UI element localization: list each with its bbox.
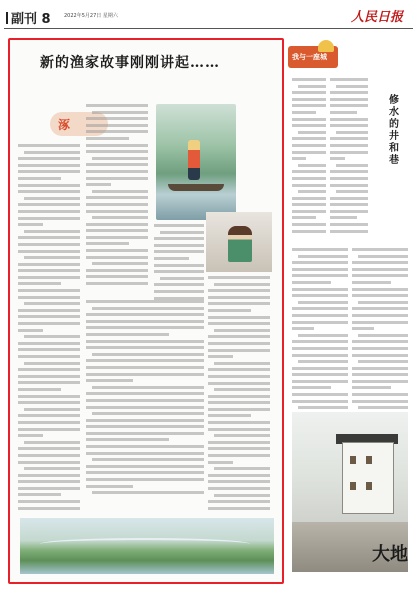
text-line	[208, 461, 233, 464]
title-char: 井	[389, 131, 399, 142]
text-line	[86, 170, 148, 173]
text-line	[86, 256, 148, 259]
text-line	[298, 255, 348, 258]
text-line	[18, 421, 80, 424]
text-line	[292, 347, 348, 350]
text-line	[18, 276, 80, 279]
text-line	[214, 494, 270, 497]
calligraphy-title: 大地	[372, 544, 408, 565]
lake-bridge-photo	[20, 518, 274, 574]
text-line	[214, 388, 270, 391]
right-text-column-b	[330, 78, 368, 236]
text-line	[352, 307, 408, 310]
text-line	[18, 184, 80, 187]
text-line	[352, 380, 408, 383]
photo-figure	[228, 226, 252, 262]
text-line	[330, 137, 368, 140]
text-line	[154, 250, 204, 253]
text-line	[154, 270, 204, 273]
text-line	[214, 467, 270, 470]
text-line	[86, 399, 204, 402]
text-line	[292, 314, 348, 317]
text-line	[92, 111, 148, 114]
text-line	[18, 355, 80, 358]
text-line	[298, 131, 326, 134]
text-line	[352, 274, 408, 277]
text-line	[208, 289, 270, 292]
title-char: 和	[389, 143, 399, 154]
masthead	[0, 0, 417, 28]
text-line	[86, 373, 204, 376]
text-line	[92, 190, 148, 193]
text-line	[18, 144, 80, 147]
text-line	[18, 480, 80, 483]
text-line	[86, 282, 148, 285]
text-line	[24, 230, 80, 233]
text-line	[18, 414, 80, 417]
text-line	[292, 203, 326, 206]
text-line	[86, 203, 148, 206]
text-line	[208, 342, 270, 345]
text-line	[92, 157, 148, 160]
text-line	[86, 177, 148, 180]
masthead-rule	[4, 28, 413, 29]
text-line	[330, 111, 357, 114]
text-line	[330, 157, 345, 160]
section-text: 副刊 8	[11, 12, 51, 27]
text-line	[18, 368, 80, 371]
photo-bridge	[40, 538, 250, 550]
text-line	[86, 249, 148, 252]
text-line	[292, 118, 326, 121]
text-line	[160, 231, 204, 234]
text-line	[292, 248, 348, 251]
text-line	[18, 309, 80, 312]
text-line	[208, 428, 270, 431]
text-column-2b	[86, 300, 204, 498]
text-line	[24, 302, 80, 305]
newspaper-logo: 人民日报	[350, 10, 403, 25]
text-line	[336, 85, 368, 88]
text-line	[160, 277, 204, 280]
text-line	[86, 485, 133, 488]
section-label	[6, 8, 51, 27]
text-line	[24, 256, 80, 259]
text-line	[86, 478, 204, 481]
text-line	[330, 223, 368, 226]
text-line	[330, 170, 368, 173]
text-line	[86, 320, 204, 323]
text-line	[208, 441, 270, 444]
text-line	[330, 124, 368, 127]
text-column-4	[208, 276, 270, 513]
text-line	[92, 353, 204, 356]
text-line	[18, 243, 80, 246]
text-line	[18, 500, 80, 503]
photo-window	[350, 456, 356, 464]
text-line	[86, 452, 204, 455]
text-line	[352, 281, 391, 284]
text-line	[208, 382, 270, 385]
text-line	[358, 255, 408, 258]
text-line	[86, 340, 204, 343]
text-line	[352, 386, 391, 389]
text-column-2	[86, 104, 148, 289]
text-line	[18, 348, 80, 351]
text-line	[208, 349, 270, 352]
text-line	[86, 445, 204, 448]
text-line	[330, 230, 368, 233]
text-line	[92, 386, 204, 389]
text-line	[208, 507, 270, 510]
right-text-column-a	[292, 78, 326, 236]
text-line	[208, 395, 270, 398]
text-line	[86, 163, 148, 166]
text-line	[18, 217, 80, 220]
text-line	[208, 355, 233, 358]
right-text-column-c	[292, 248, 348, 433]
text-line	[292, 400, 348, 403]
text-line	[292, 91, 326, 94]
photo-figure	[188, 140, 200, 180]
article-headline: 新的渔家故事刚刚讲起……	[40, 55, 220, 71]
text-line	[18, 190, 80, 193]
text-line	[292, 111, 316, 114]
text-line	[352, 294, 408, 297]
text-line	[86, 425, 204, 428]
text-line	[18, 210, 80, 213]
text-line	[330, 98, 368, 101]
text-line	[86, 223, 148, 226]
text-line	[352, 268, 408, 271]
text-line	[298, 334, 348, 337]
text-line	[18, 395, 80, 398]
text-line	[18, 203, 80, 206]
photo-window	[366, 456, 372, 464]
text-line	[86, 210, 148, 213]
highlighted-article[interactable]	[8, 38, 284, 584]
text-line	[86, 326, 204, 329]
text-line	[208, 421, 270, 424]
text-line	[86, 236, 148, 239]
text-line	[292, 261, 348, 264]
text-line	[330, 197, 368, 200]
text-line	[18, 177, 61, 180]
text-line	[352, 340, 408, 343]
fisherwoman-photo	[156, 104, 236, 220]
text-line	[18, 342, 80, 345]
text-line	[352, 261, 408, 264]
text-line	[24, 197, 80, 200]
text-line	[358, 334, 408, 337]
text-line	[292, 223, 326, 226]
text-line	[18, 428, 80, 431]
text-line	[292, 210, 326, 213]
text-line	[330, 177, 368, 180]
text-line	[330, 203, 368, 206]
text-line	[154, 237, 204, 240]
text-line	[298, 164, 326, 167]
text-line	[292, 144, 326, 147]
text-line	[86, 183, 111, 186]
text-line	[336, 164, 368, 167]
text-line	[86, 346, 204, 349]
text-line	[24, 151, 80, 154]
text-line	[18, 269, 80, 272]
text-line	[292, 177, 326, 180]
text-line	[154, 224, 204, 227]
text-line	[208, 368, 270, 371]
text-line	[292, 170, 326, 173]
text-line	[86, 366, 204, 369]
text-line	[154, 244, 204, 247]
text-line	[330, 151, 368, 154]
text-line	[18, 434, 43, 437]
photo-window	[350, 482, 356, 490]
text-line	[208, 401, 270, 404]
text-line	[18, 322, 80, 325]
text-line	[330, 184, 368, 187]
text-line	[292, 294, 348, 297]
text-line	[336, 190, 368, 193]
text-line	[208, 309, 251, 312]
text-line	[86, 379, 133, 382]
text-line	[86, 275, 148, 278]
text-line	[86, 333, 169, 336]
text-line	[24, 362, 80, 365]
text-line	[86, 104, 148, 107]
text-line	[18, 493, 61, 496]
text-line	[86, 130, 148, 133]
portrait-photo	[206, 212, 272, 272]
text-line	[86, 144, 148, 147]
title-char: 的	[389, 119, 399, 130]
text-line	[292, 373, 348, 376]
text-line	[154, 290, 204, 293]
text-line	[86, 471, 204, 474]
title-char: 巷	[389, 155, 399, 166]
text-line	[154, 257, 189, 260]
text-line	[208, 316, 270, 319]
text-line	[208, 474, 270, 477]
text-line	[86, 196, 148, 199]
text-line	[86, 359, 204, 362]
text-line	[292, 367, 348, 370]
text-line	[292, 327, 314, 330]
text-line	[208, 408, 270, 411]
text-line	[18, 296, 80, 299]
text-line	[154, 283, 204, 286]
text-line	[92, 216, 148, 219]
text-line	[292, 230, 326, 233]
text-line	[18, 157, 80, 160]
text-line	[292, 157, 306, 160]
text-line	[24, 441, 80, 444]
intro-tag-text: 涿	[58, 118, 71, 132]
text-line	[292, 124, 326, 127]
text-line	[86, 269, 148, 272]
text-line	[292, 340, 348, 343]
text-line	[18, 164, 80, 167]
text-line	[352, 393, 408, 396]
text-line	[86, 137, 129, 140]
text-line	[86, 419, 204, 422]
text-line	[330, 210, 368, 213]
text-line	[86, 300, 204, 303]
text-line	[292, 197, 326, 200]
text-line	[358, 301, 408, 304]
title-char: 修	[389, 95, 399, 106]
text-line	[214, 434, 270, 437]
text-line	[214, 362, 270, 365]
text-line	[92, 307, 204, 310]
text-line	[330, 216, 357, 219]
text-line	[86, 392, 204, 395]
text-line	[358, 360, 408, 363]
text-line	[208, 414, 251, 417]
text-line	[352, 248, 408, 251]
text-line	[18, 329, 43, 332]
text-line	[292, 288, 348, 291]
text-line	[18, 250, 80, 253]
text-line	[86, 432, 204, 435]
photo-boat	[168, 184, 224, 191]
text-line	[298, 406, 348, 409]
text-line	[24, 335, 80, 338]
text-line	[208, 322, 270, 325]
text-column-3	[154, 224, 204, 303]
text-line	[292, 380, 348, 383]
text-line	[24, 408, 80, 411]
text-line	[92, 491, 204, 494]
text-line	[18, 375, 80, 378]
text-line	[292, 307, 348, 310]
text-line	[292, 274, 348, 277]
text-line	[298, 301, 348, 304]
text-line	[18, 236, 80, 239]
text-line	[298, 360, 348, 363]
text-line	[18, 454, 80, 457]
text-line	[86, 117, 148, 120]
text-line	[292, 216, 316, 219]
column-badge-text: 我与一座城	[292, 53, 327, 61]
text-line	[18, 263, 80, 266]
text-line	[86, 313, 204, 316]
text-line	[208, 447, 270, 450]
text-line	[86, 406, 204, 409]
text-line	[86, 465, 204, 468]
text-line	[352, 347, 408, 350]
section-bar	[6, 12, 8, 24]
text-line	[86, 229, 148, 232]
text-line	[292, 354, 348, 357]
text-line	[208, 454, 270, 457]
text-line	[292, 104, 326, 107]
text-column-1	[18, 144, 80, 513]
text-line	[352, 373, 408, 376]
issue-date: 2022年5月27日 星期六	[64, 13, 118, 19]
text-line	[208, 500, 270, 503]
text-line	[330, 104, 368, 107]
text-line	[208, 296, 270, 299]
text-line	[18, 282, 61, 285]
text-line	[18, 461, 80, 464]
text-line	[208, 375, 270, 378]
text-line	[358, 406, 408, 409]
text-line	[86, 438, 169, 441]
text-line	[86, 150, 148, 153]
text-line	[352, 354, 408, 357]
text-line	[208, 335, 270, 338]
text-line	[352, 314, 408, 317]
text-line	[18, 401, 80, 404]
text-line	[330, 118, 368, 121]
text-line	[208, 276, 270, 279]
text-line	[292, 151, 326, 154]
text-line	[86, 124, 148, 127]
text-line	[18, 381, 80, 384]
text-line	[330, 78, 368, 81]
text-line	[86, 242, 129, 245]
text-line	[18, 315, 80, 318]
text-line	[214, 329, 270, 332]
text-line	[18, 474, 80, 477]
text-line	[292, 98, 326, 101]
text-line	[24, 467, 80, 470]
text-line	[352, 400, 408, 403]
text-line	[92, 262, 148, 265]
text-line	[298, 190, 326, 193]
text-line	[18, 388, 61, 391]
text-line	[292, 268, 348, 271]
text-line	[352, 321, 408, 324]
text-line	[330, 144, 368, 147]
text-line	[18, 170, 80, 173]
text-line	[18, 487, 80, 490]
right-text-column-d	[352, 248, 408, 433]
text-line	[292, 386, 331, 389]
text-line	[292, 393, 348, 396]
text-line	[352, 367, 408, 370]
text-line	[298, 85, 326, 88]
text-line	[330, 91, 368, 94]
title-char: 水	[389, 107, 399, 118]
text-line	[208, 487, 270, 490]
text-line	[18, 223, 43, 226]
text-line	[292, 78, 326, 81]
text-line	[292, 321, 348, 324]
photo-house	[342, 442, 394, 514]
text-line	[92, 412, 204, 415]
text-line	[18, 507, 80, 510]
text-line	[352, 288, 408, 291]
text-line	[208, 480, 270, 483]
text-line	[18, 289, 80, 292]
text-line	[336, 131, 368, 134]
photo-window	[366, 482, 372, 490]
text-line	[92, 458, 204, 461]
text-line	[18, 447, 80, 450]
text-line	[214, 283, 270, 286]
text-line	[292, 281, 331, 284]
text-line	[292, 137, 326, 140]
text-line	[292, 184, 326, 187]
text-line	[352, 327, 374, 330]
text-line	[154, 264, 204, 267]
text-line	[208, 302, 270, 305]
